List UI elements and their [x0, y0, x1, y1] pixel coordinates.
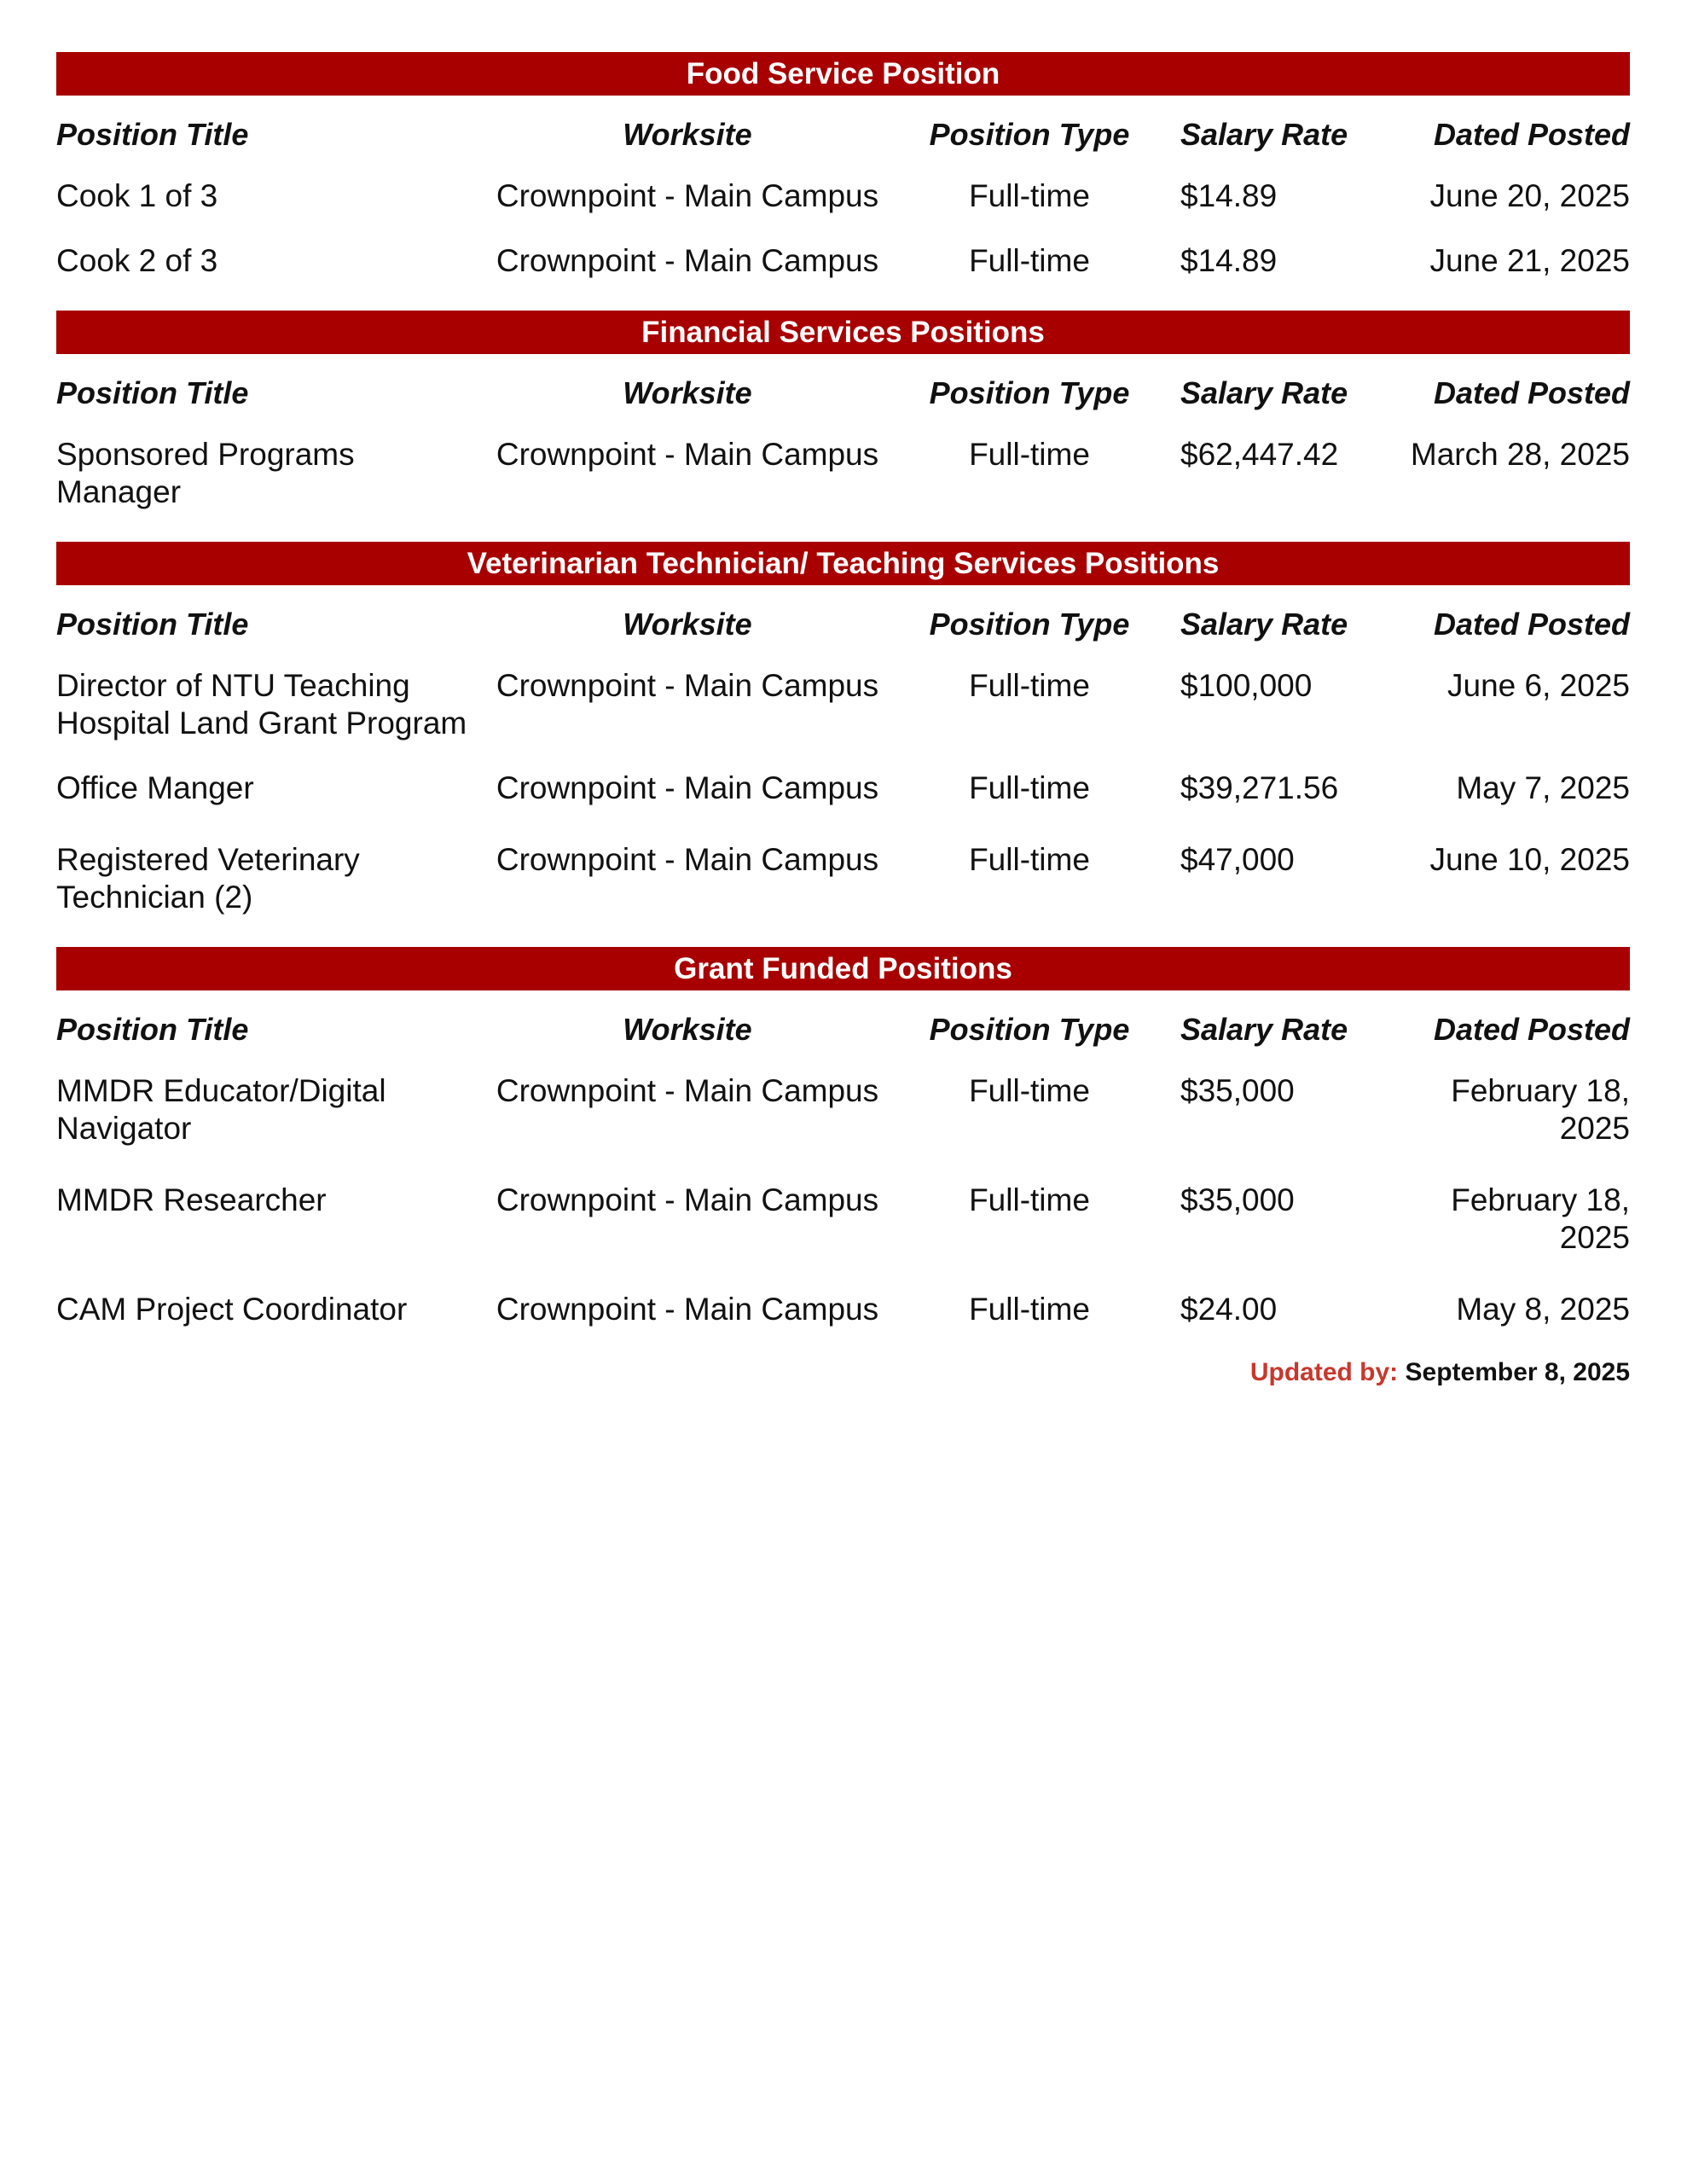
header-salary-rate: Salary Rate — [1180, 117, 1348, 152]
date-posted: March 28, 2025 — [1410, 437, 1630, 472]
header-position-title: Position Title — [56, 607, 249, 642]
position-title: Registered Veterinary Technician (2) — [56, 842, 360, 915]
column-header-row — [56, 1011, 1630, 1048]
date-posted: June 21, 2025 — [1429, 243, 1630, 278]
worksite: Crownpoint - Main Campus — [496, 178, 879, 213]
date-posted: February 18, 2025 — [1451, 1182, 1630, 1255]
header-salary-rate: Salary Rate — [1180, 607, 1348, 642]
position-title: Office Manger — [56, 770, 254, 805]
date-posted: May 7, 2025 — [1456, 770, 1630, 805]
position-type: Full-time — [969, 1073, 1090, 1108]
salary-rate: $24.00 — [1180, 1292, 1278, 1327]
section-veterinarian-teaching — [56, 542, 1630, 916]
salary-rate: $39,271.56 — [1180, 770, 1339, 805]
updated-date: September 8, 2025 — [1405, 1358, 1630, 1386]
position-title: MMDR Researcher — [56, 1182, 327, 1217]
position-type: Full-time — [969, 178, 1090, 213]
section-grant-funded — [56, 947, 1630, 1390]
header-position-type: Position Type — [929, 117, 1130, 152]
section-title: Grant Funded Positions — [56, 947, 1630, 990]
salary-rate: $62,447.42 — [1180, 437, 1339, 472]
header-position-title: Position Title — [56, 1012, 249, 1047]
position-title: Director of NTU Teaching Hospital Land Grant Program — [56, 668, 467, 741]
table-row — [56, 1291, 1630, 1328]
header-date-posted: Dated Posted — [1433, 117, 1630, 152]
table-row — [56, 1072, 1630, 1147]
header-salary-rate: Salary Rate — [1180, 1012, 1348, 1047]
header-position-title: Position Title — [56, 117, 249, 152]
table-row — [56, 841, 1630, 916]
worksite: Crownpoint - Main Campus — [496, 1073, 879, 1108]
position-type: Full-time — [969, 1292, 1090, 1327]
date-posted: June 6, 2025 — [1447, 668, 1630, 703]
position-type: Full-time — [969, 1182, 1090, 1217]
date-posted: June 10, 2025 — [1429, 842, 1630, 877]
table-row — [56, 177, 1630, 215]
header-date-posted: Dated Posted — [1433, 375, 1630, 410]
date-posted: February 18, 2025 — [1451, 1073, 1630, 1146]
header-worksite: Worksite — [623, 117, 752, 152]
section-food-service — [56, 52, 1630, 280]
table-row — [56, 436, 1630, 511]
worksite: Crownpoint - Main Campus — [496, 1292, 879, 1327]
position-title: Sponsored Programs Manager — [56, 437, 355, 509]
position-title: Cook 2 of 3 — [56, 243, 218, 278]
salary-rate: $14.89 — [1180, 243, 1278, 278]
section-title: Financial Services Positions — [56, 311, 1630, 354]
header-date-posted: Dated Posted — [1433, 607, 1630, 642]
worksite: Crownpoint - Main Campus — [496, 842, 879, 877]
header-worksite: Worksite — [623, 375, 752, 410]
header-position-type: Position Type — [929, 375, 1130, 410]
table-row — [56, 242, 1630, 280]
salary-rate: $35,000 — [1180, 1073, 1295, 1108]
header-date-posted: Dated Posted — [1433, 1012, 1630, 1047]
updated-footer — [56, 1356, 1630, 1390]
position-title: CAM Project Coordinator — [56, 1292, 408, 1327]
job-listings — [56, 52, 1630, 1420]
position-type: Full-time — [969, 437, 1090, 472]
column-header-row — [56, 606, 1630, 643]
date-posted: June 20, 2025 — [1429, 178, 1630, 213]
position-title: Cook 1 of 3 — [56, 178, 218, 213]
header-worksite: Worksite — [623, 607, 752, 642]
header-position-type: Position Type — [929, 607, 1130, 642]
salary-rate: $14.89 — [1180, 178, 1278, 213]
salary-rate: $100,000 — [1180, 668, 1313, 703]
position-type: Full-time — [969, 770, 1090, 805]
table-row — [56, 667, 1630, 742]
table-row — [56, 770, 1630, 807]
salary-rate: $47,000 — [1180, 842, 1295, 877]
header-position-title: Position Title — [56, 375, 249, 410]
header-position-type: Position Type — [929, 1012, 1130, 1047]
section-financial-services — [56, 311, 1630, 511]
section-title: Veterinarian Technician/ Teaching Services Positions — [56, 542, 1630, 585]
position-type: Full-time — [969, 668, 1090, 703]
worksite: Crownpoint - Main Campus — [496, 437, 879, 472]
position-title: MMDR Educator/Digital Navigator — [56, 1073, 386, 1146]
worksite: Crownpoint - Main Campus — [496, 1182, 879, 1217]
worksite: Crownpoint - Main Campus — [496, 668, 879, 703]
position-type: Full-time — [969, 842, 1090, 877]
table-row — [56, 1182, 1630, 1257]
updated-label: Updated by: — [1249, 1358, 1399, 1386]
column-header-row — [56, 375, 1630, 412]
position-type: Full-time — [969, 243, 1090, 278]
column-header-row — [56, 116, 1630, 154]
worksite: Crownpoint - Main Campus — [496, 770, 879, 805]
salary-rate: $35,000 — [1180, 1182, 1295, 1217]
worksite: Crownpoint - Main Campus — [496, 243, 879, 278]
header-salary-rate: Salary Rate — [1180, 375, 1348, 410]
header-worksite: Worksite — [623, 1012, 752, 1047]
date-posted: May 8, 2025 — [1456, 1292, 1630, 1327]
section-title: Food Service Position — [56, 52, 1630, 96]
